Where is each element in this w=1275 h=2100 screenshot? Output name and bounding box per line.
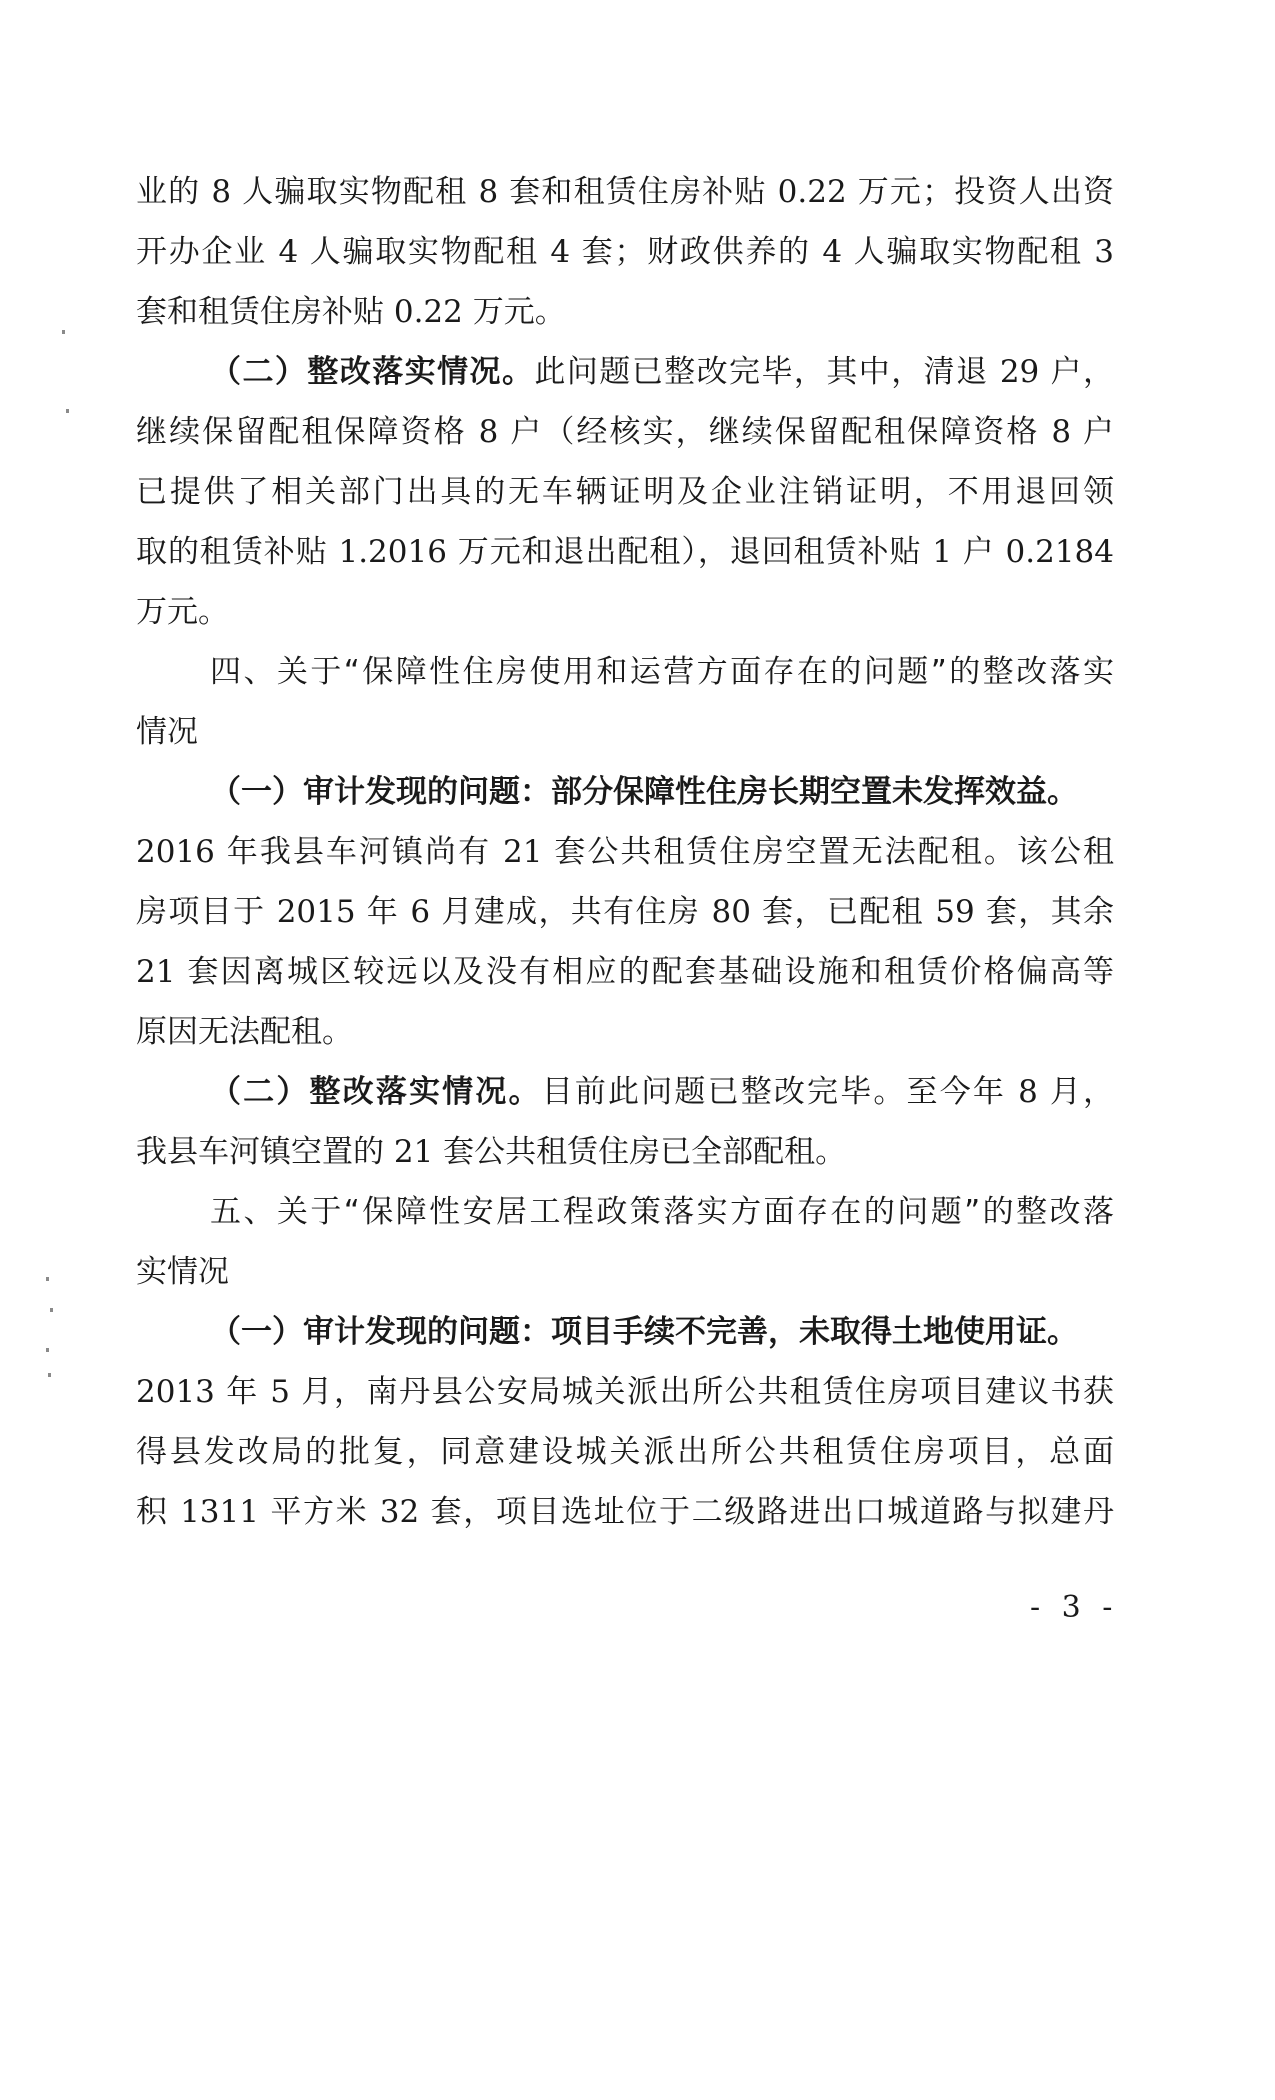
section-lead: （二）整改落实情况。 (210, 354, 535, 390)
text-line: 业的 8 人骗取实物配租 8 套和租赁住房补贴 0.22 万元；投资人出资 (136, 174, 1114, 210)
text-line: 2016 年我县车河镇尚有 21 套公共租赁住房空置无法配租。该公租 (136, 834, 1114, 870)
heading-line: 实情况 (136, 1254, 229, 1290)
text-run: 此问题已整改完毕，其中，清退 29 户， (534, 354, 1115, 390)
text-line: 房项目于 2015 年 6 月建成，共有住房 80 套，已配租 59 套，其余 (136, 894, 1114, 930)
scan-mark (46, 1277, 49, 1281)
scan-mark (46, 1348, 49, 1352)
text-line: 原因无法配租。 (136, 1014, 353, 1050)
text-line: 万元。 (136, 594, 229, 630)
heading-line: 四、关于“保障性住房使用和运营方面存在的问题”的整改落实 (210, 654, 1114, 690)
document-body (136, 162, 1114, 1542)
text-line: 21 套因离城区较远以及没有相应的配套基础设施和租赁价格偏高等 (136, 954, 1114, 990)
text-line: 得县发改局的批复，同意建设城关派出所公共租赁住房项目，总面 (136, 1434, 1114, 1470)
text-line: 积 1311 平方米 32 套，项目选址位于二级路进出口城道路与拟建丹 (136, 1494, 1114, 1530)
heading-line: 情况 (136, 714, 198, 750)
scan-mark (62, 330, 65, 334)
text-line: 继续保留配租保障资格 8 户（经核实，继续保留配租保障资格 8 户 (136, 414, 1114, 450)
scan-mark (48, 1373, 51, 1377)
section-heading (136, 1182, 1114, 1302)
paragraph (136, 162, 1114, 342)
text-line: 取的租赁补贴 1.2016 万元和退出配租），退回租赁补贴 1 户 0.2184 (136, 534, 1114, 570)
text-line: 我县车河镇空置的 21 套公共租赁住房已全部配租。 (136, 1134, 847, 1170)
scan-mark (50, 1308, 53, 1312)
text-line: 开办企业 4 人骗取实物配租 4 套；财政供养的 4 人骗取实物配租 3 (136, 234, 1114, 270)
text-line (136, 1302, 1114, 1362)
section-lead: （一）审计发现的问题：项目手续不完善，未取得土地使用证。 (210, 1314, 1078, 1350)
text-line: 套和租赁住房补贴 0.22 万元。 (136, 294, 566, 330)
paragraph (136, 342, 1114, 642)
heading-line: 五、关于“保障性安居工程政策落实方面存在的问题”的整改落 (210, 1194, 1114, 1230)
text-line: 2013 年 5 月，南丹县公安局城关派出所公共租赁住房项目建议书获 (136, 1374, 1114, 1410)
text-line (136, 1062, 1114, 1122)
paragraph (136, 762, 1114, 1062)
section-heading (136, 642, 1114, 762)
scan-mark (66, 409, 69, 413)
page-number: - 3 - (1030, 1590, 1119, 1625)
section-lead: （二）整改落实情况。 (210, 1074, 542, 1110)
paragraph (136, 1302, 1114, 1542)
text-line: 已提供了相关部门出具的无车辆证明及企业注销证明，不用退回领 (136, 474, 1114, 510)
text-line (136, 342, 1114, 402)
paragraph (136, 1062, 1114, 1182)
section-lead: （一）审计发现的问题：部分保障性住房长期空置未发挥效益。 (210, 774, 1078, 810)
text-run: 目前此问题已整改完毕。至今年 8 月， (541, 1074, 1115, 1110)
text-line (136, 762, 1114, 822)
